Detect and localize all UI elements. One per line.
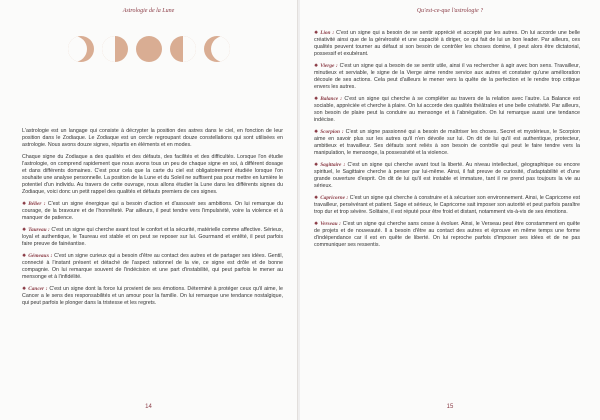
sign-name: Capricorne : bbox=[320, 195, 349, 201]
sign-entry bbox=[22, 227, 283, 248]
sign-name: Sagittaire : bbox=[320, 162, 346, 168]
sign-name: Balance : bbox=[320, 96, 343, 102]
sign-entry bbox=[314, 63, 580, 91]
waning-crescent-moon-icon bbox=[204, 36, 230, 62]
page-number-left: 14 bbox=[145, 404, 152, 410]
sign-entry bbox=[314, 195, 580, 216]
left-page bbox=[0, 0, 298, 420]
star-icon: ✹ bbox=[22, 227, 27, 233]
star-icon: ✹ bbox=[314, 162, 319, 168]
sign-name: Lion : bbox=[320, 30, 335, 36]
sign-text: C'est un signe qui a besoin de se sentir utile, ainsi il va rechercher à agir avec bon sens. Travailleur, minutieux et serviable, le signe de la Vierge aime rendre service aux autres et constater qu'une amélioration découle de ses actions. Cela peut d'ailleurs le mener vers la quête de la perfection et le rendre trop critique envers les autres. bbox=[314, 63, 581, 90]
sign-name: Bélier : bbox=[28, 201, 46, 207]
sign-entry bbox=[22, 201, 283, 222]
star-icon: ✹ bbox=[314, 30, 319, 36]
sign-text: C'est un signe qui cherche sans cesse à évoluer. Ainsi, le Verseau peut être constamment en quête de projets et de nouveauté. Il a besoin d'être au contact des autres et éprouve en même temps une forme d'indépendance car il est en quête de liberté. On lui reproche parfois d'imposer ses idées et de ne pas communiquer ses ressentis. bbox=[314, 221, 581, 248]
running-head-right: Qu'est-ce-que l'astrologie ? bbox=[416, 8, 484, 14]
star-icon: ✹ bbox=[314, 195, 319, 201]
sign-name: Gémeaux : bbox=[28, 253, 53, 259]
running-head-left: Astrologie de la Lune bbox=[122, 8, 175, 14]
sign-text: C'est un signe passionné qui a besoin de maîtriser les choses. Secret et mystérieux, le Scorpion aime en savoir plus sur les autres qu'il n'en dévoile sur lui. On dit de lui qu'il est authentique, protecteur, ambitieux et travailleur. Ses défauts sont reliés à son besoin de contrôle qui peut le faire tendre vers la manipulation, le mensonge, la possessivité et la violence. bbox=[314, 129, 580, 156]
sign-text: C'est un signe curieux qui a besoin d'être au contact des autres et de partager ses idées. Gentil, connecté à l'instant présent et détaché de l'aspect rationnel de la vie, ce signe est drôle et de bonne compagnie. On lui remarque souvent de l'indécision et une part d'instabilité, qui peut parfois le mener au mensonge et à l'infidélité. bbox=[22, 253, 283, 280]
right-page bbox=[300, 0, 600, 420]
sign-entry bbox=[314, 221, 580, 249]
sign-name: Cancer : bbox=[28, 286, 48, 292]
star-icon: ✹ bbox=[314, 129, 319, 135]
star-icon: ✹ bbox=[314, 96, 319, 102]
intro-paragraph-1: L'astrologie est un langage qui consiste à décrypter la position des astres dans le ciel, en fonction de leur position dans le Zodiaque. Le Zodiaque est un cercle regroupant douze constellations qui sont utilisées en astrologie. Nous avons douze signes, répartis en éléments et en modes. bbox=[22, 128, 283, 148]
sign-text: C'est un signe qui a besoin de se sentir apprécié et accepté par les autres. On lui accorde une belle créativité ainsi que de la générosité et une capacité à diriger, ce qui fait de lui un bon leader. Par ailleurs, ces qualités peuvent tourner au défaut si son besoin de contrôler les choses domine, il peut alors être dictatorial, possessif et exubérant. bbox=[314, 30, 580, 57]
star-icon: ✹ bbox=[22, 201, 27, 207]
sign-name: Verseau : bbox=[320, 221, 341, 227]
sign-name: Vierge : bbox=[320, 63, 338, 69]
right-body bbox=[314, 30, 580, 254]
waxing-crescent-moon-icon bbox=[68, 36, 94, 62]
sign-text: C'est un signe dont la force lui provient de ses émotions. Déterminé à protéger ceux qu'il aime, le Cancer a le sens des responsabilités et un amour pour la famille. On lui remarque une tendance nostalgique, qui peut parfois le plonger dans la tristesse et les regrets. bbox=[22, 286, 283, 306]
star-icon: ✹ bbox=[22, 253, 27, 259]
sign-entry bbox=[314, 96, 580, 124]
moon-phases bbox=[0, 36, 297, 62]
page-number-right: 15 bbox=[446, 404, 454, 410]
sign-text: C'est un signe énergique qui a besoin d'action et d'assouvir ses ambitions. On lui remarque du courage, de la bravoure et de l'honnêteté. Par ailleurs, il peut tendre vers l'impulsivité, voire la violence et à manquer de patience. bbox=[22, 201, 284, 221]
sign-entry bbox=[314, 30, 580, 58]
sign-text: C'est un signe qui cherche à se compléter au travers de la relation avec l'autre. La Balance est sociable, appréciée et cherche à plaire. On lui accorde des qualités théâtrales et une belle créativité. Par ailleurs, son besoin de plaire peut la conduire au mensonge et à l'abnégation. On lui remarque aussi une tendance indécise. bbox=[314, 96, 580, 123]
sign-name: Scorpion : bbox=[320, 129, 344, 135]
star-icon: ✹ bbox=[314, 221, 319, 227]
star-icon: ✹ bbox=[22, 286, 27, 292]
sign-text: C'est un signe qui cherche avant tout la liberté. Au niveau intellectuel, géographique ou encore spirituel, le Sagittaire cherche à penser par lui-même. Ainsi, il fait preuve de curiosité, d'adaptabilité et d'une grande ouverture d'esprit. On dit de lui qu'il est instable et immature, tant il ne prend pas toujours la vie au sérieux. bbox=[314, 162, 580, 189]
sign-entry bbox=[314, 129, 580, 157]
sign-text: C'est un signe qui cherche à construire et à sécuriser son environnement. Ainsi, le Capricorne est travailleur, persévérant et patient. Sage et sérieux, le Capricorne sait imposer son autorité et peut parfois paraître trop dur et trop sévère. Solitaire, il est réputé pour être froid et distant, notamment vis-à-vis de ses émotions. bbox=[314, 195, 580, 215]
intro-paragraph-2: Chaque signe du Zodiaque a des qualités et des défauts, des facilités et des difficultés. Lorsque l'on étudie l'astrologie, on comprend rapidement que nous avons tous un peu de chaque signe en soi, à différent dosage et dans différents domaines. C'est pour cela que la carte du ciel est obligatoirement étudiée lorsque l'on souhaite une analyse personnelle. La position de la Lune et du Soleil ne suffisent pas pour mettre en lumière le potentiel d'un individu. Au travers de cette ouvrage, nous allons étudier la Lune dans les différents signes du Zodiaque, voici donc un petit rappel des qualités et défauts premiers de ces signes. bbox=[22, 154, 283, 195]
left-body bbox=[22, 128, 283, 312]
sign-name: Taureau : bbox=[28, 227, 50, 233]
last-quarter-moon-icon bbox=[170, 36, 196, 62]
first-quarter-moon-icon bbox=[102, 36, 128, 62]
sign-text: C'est un signe qui cherche avant tout le confort et la sécurité, matérielle comme affective. Sérieux, loyal et authentique, le Taureau est stable et on peut se reposer sur lui. Gourmand et entêté, il peut parfois faire preuve de fainéantise. bbox=[22, 227, 283, 247]
full-moon-icon bbox=[136, 36, 162, 62]
star-icon: ✹ bbox=[314, 63, 319, 69]
sign-entry bbox=[314, 162, 580, 190]
sign-entry bbox=[22, 286, 283, 307]
sign-entry bbox=[22, 253, 283, 281]
